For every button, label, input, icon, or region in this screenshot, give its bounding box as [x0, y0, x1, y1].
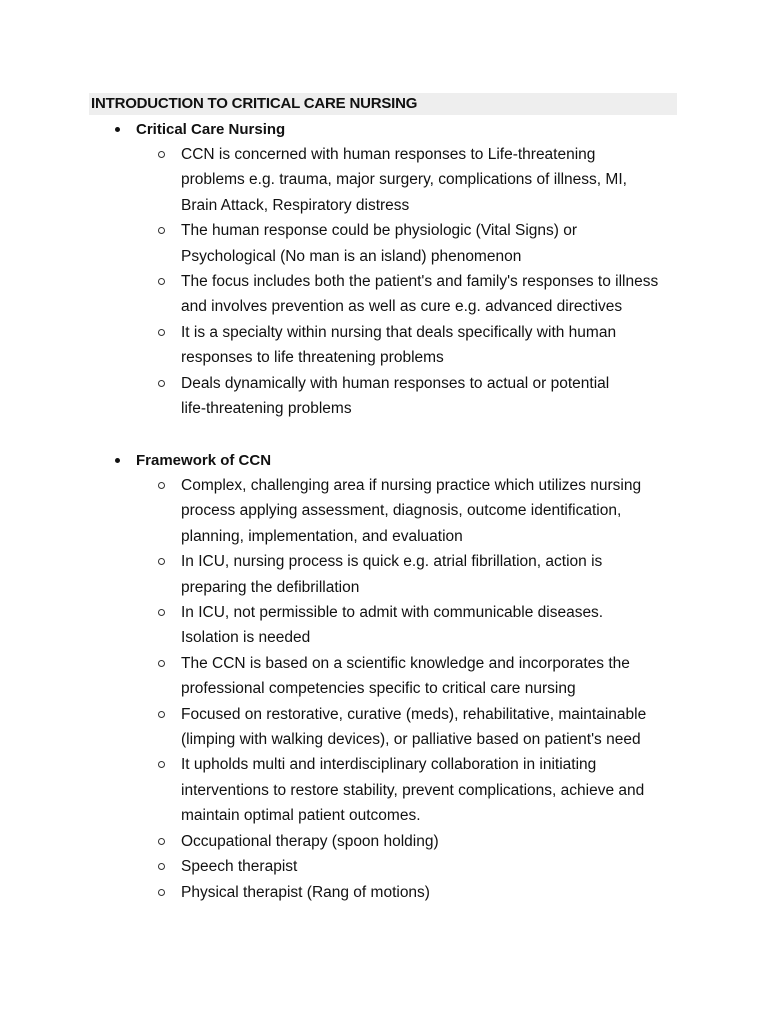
hollow-bullet-icon [158, 711, 165, 718]
hollow-bullet-icon [158, 380, 165, 387]
hollow-bullet-icon [158, 558, 165, 565]
list-item-text-line: interventions to restore stability, prevent complications, achieve and [181, 781, 645, 799]
list-item-text-line: Physical therapist (Rang of motions) [181, 883, 430, 901]
list-item-text-line: and involves prevention as well as cure e.g. advanced directives [181, 298, 623, 316]
list-item [0, 269, 681, 320]
list-item-text-line: It upholds multi and interdisciplinary collaboration in initiating [181, 756, 597, 774]
list-item-text-line: In ICU, not permissible to admit with communicable diseases. [181, 604, 604, 622]
sub-bullet-list [0, 473, 768, 905]
list-item [0, 218, 681, 269]
list-item [0, 752, 681, 828]
list-item-text-line: responses to life threatening problems [181, 349, 444, 367]
list-item-text-line: Isolation is needed [181, 629, 311, 647]
section-framework-of-ccn [0, 448, 768, 905]
section-heading: Framework of CCN [136, 452, 272, 469]
sub-bullet-list [0, 142, 768, 421]
list-item-text-line: professional competencies specific to critical care nursing [181, 680, 576, 698]
list-item-text-line: Complex, challenging area if nursing practice which utilizes nursing [181, 477, 642, 494]
hollow-bullet-icon [158, 838, 165, 845]
list-item [0, 371, 681, 422]
list-item-text-line: process applying assessment, diagnosis, outcome identification, [181, 502, 622, 520]
list-item-text-line: It is a specialty within nursing that deals specifically with human [181, 323, 617, 341]
hollow-bullet-icon [158, 660, 165, 667]
hollow-bullet-icon [158, 278, 165, 285]
list-item-text-line: CCN is concerned with human responses to Life-threatening [181, 146, 596, 163]
list-item [0, 829, 681, 854]
list-item [0, 600, 681, 651]
list-item [0, 651, 681, 702]
list-item-text-line: The CCN is based on a scientific knowledge and incorporates the [181, 654, 630, 672]
list-item-text-line: Focused on restorative, curative (meds), rehabilitative, maintainable [181, 705, 647, 723]
hollow-bullet-icon [158, 863, 165, 870]
list-item [0, 702, 681, 753]
section-heading-row [0, 117, 768, 142]
list-item-text-line: The human response could be physiologic (Vital Signs) or [181, 222, 578, 240]
list-item-text-line: planning, implementation, and evaluation [181, 527, 463, 545]
list-item-text-line: (limping with walking devices), or palliative based on patient's need [181, 731, 641, 749]
hollow-bullet-icon [158, 609, 165, 616]
list-item-text-line: Deals dynamically with human responses to actual or potential [181, 374, 610, 392]
list-item [0, 142, 681, 218]
list-item [0, 854, 681, 879]
list-item [0, 549, 681, 600]
section-critical-care-nursing [0, 117, 768, 421]
list-item-text-line: Brain Attack, Respiratory distress [181, 196, 410, 214]
list-item-text-line: Speech therapist [181, 858, 298, 876]
list-item-text-line: life-threatening problems [181, 400, 352, 418]
list-item-text-line: problems e.g. trauma, major surgery, complications of illness, MI, [181, 171, 627, 189]
bullet-icon [115, 458, 120, 463]
list-item-text-line: Occupational therapy (spoon holding) [181, 832, 439, 850]
hollow-bullet-icon [158, 482, 165, 489]
bullet-icon [115, 127, 120, 132]
list-item [0, 880, 681, 905]
list-item-text-line: Psychological (No man is an island) phenomenon [181, 247, 522, 265]
hollow-bullet-icon [158, 227, 165, 234]
hollow-bullet-icon [158, 761, 165, 768]
list-item-text-line: In ICU, nursing process is quick e.g. atrial fibrillation, action is [181, 553, 603, 571]
list-item-text-line: preparing the defibrillation [181, 578, 360, 596]
section-heading-row [0, 448, 768, 473]
list-item-text-line: maintain optimal patient outcomes. [181, 807, 421, 825]
list-item-text-line: The focus includes both the patient's and family's responses to illness [181, 273, 659, 291]
document-title: INTRODUCTION TO CRITICAL CARE NURSING [89, 93, 677, 115]
section-heading: Critical Care Nursing [136, 121, 286, 138]
hollow-bullet-icon [158, 329, 165, 336]
hollow-bullet-icon [158, 889, 165, 896]
list-item [0, 320, 681, 371]
list-item [0, 473, 681, 549]
hollow-bullet-icon [158, 151, 165, 158]
